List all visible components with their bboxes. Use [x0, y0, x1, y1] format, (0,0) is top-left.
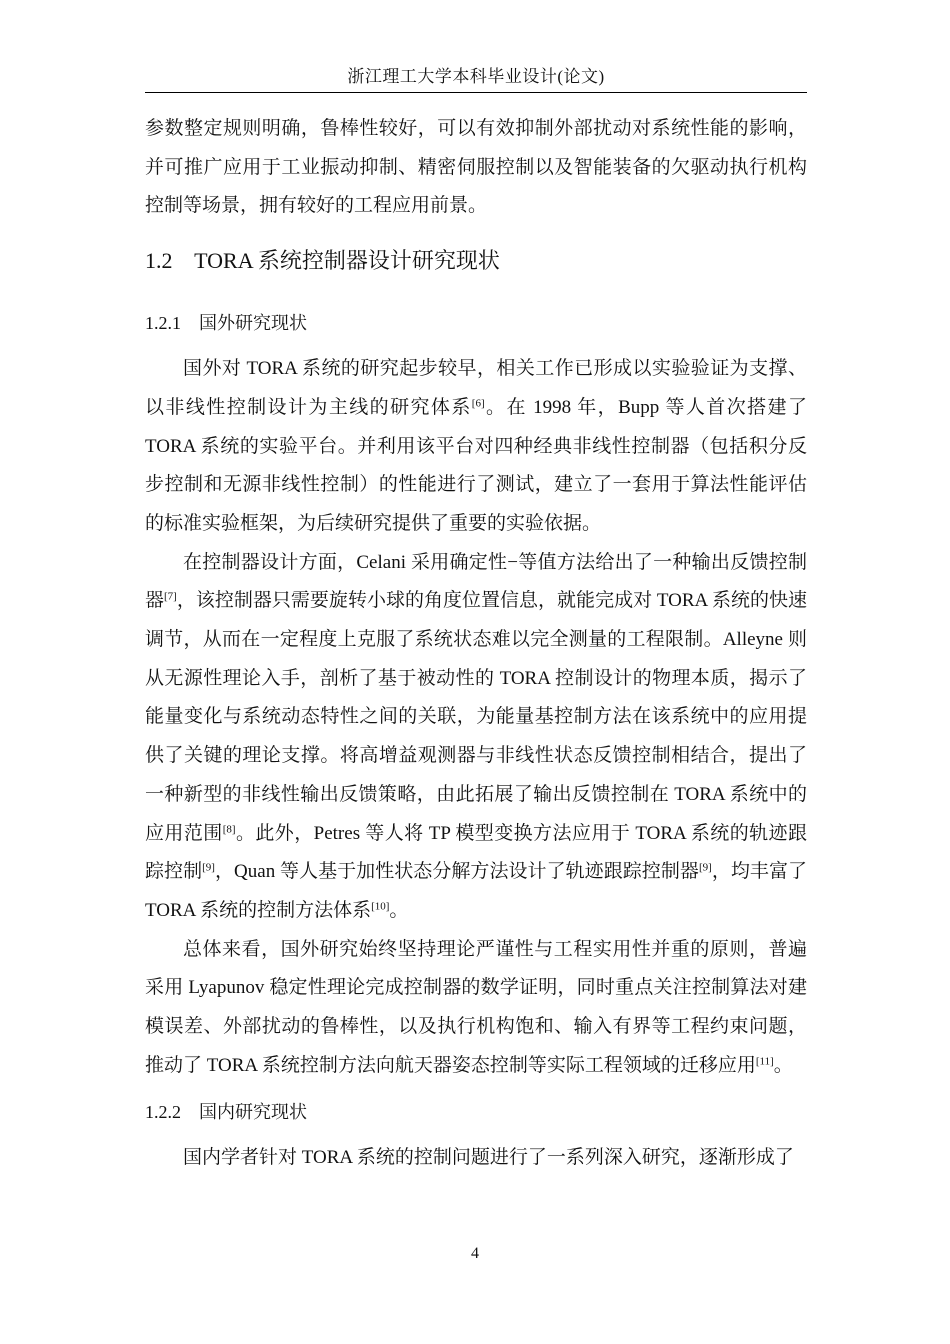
- text-run: 。: [773, 1054, 793, 1076]
- text-run: 总体来看，国外研究始终坚持理论严谨性与工程实用性并重的原则，普遍采用 Lyapunov 稳定性理论完成控制器的数学证明，同时重点关注控制算法对建模误差、外部扰动的鲁棒性，以及执行机构饱和、输入有界等工程约束问题，推动了 TORA 系统控制方法向航天器姿态控制等实际工程领域的迁移应用: [145, 938, 807, 1076]
- citation: [9]: [202, 861, 215, 874]
- text-run: ，该控制器只需要旋转小球的角度位置信息，就能完成对 TORA 系统的快速调节，从而在一定程度上克服了系统状态难以完全测量的工程限制。Alleyne 则从无源性理论入手，剖析了基于被动性的 TORA 控制设计的物理本质，揭示了能量变化与系统动态特性之间的关联，为能量基控制方法在该系统中的应用提供了关键的理论支撑。将高增益观测器与非线性状态反馈控制相结合，提出了一种新型的非线性输出反馈策略，由此拓展了输出反馈控制在 TORA 系统中的应用范围: [145, 590, 807, 844]
- text-run: ，Quan 等人基于加性状态分解方法设计了轨迹跟踪控制器: [214, 861, 699, 883]
- section-title: TORA 系统控制器设计研究现状: [194, 248, 500, 274]
- paragraph-domestic-1: 国内学者针对 TORA 系统的控制问题进行了一系列深入研究，逐渐形成了: [183, 1147, 794, 1169]
- subsection-number: 1.2.1: [145, 313, 181, 334]
- subsection-heading-domestic: [145, 1085, 807, 1139]
- citation: [7]: [164, 590, 177, 603]
- paragraph-foreign-2: [145, 544, 807, 931]
- citation: [11]: [755, 1055, 774, 1068]
- subsection-title: 国外研究现状: [199, 313, 307, 334]
- citation: [10]: [371, 900, 390, 913]
- paragraph-continued: 参数整定规则明确，鲁棒性较好，可以有效抑制外部扰动对系统性能的影响，并可推广应用于工业振动抑制、精密伺服控制以及智能装备的欠驱动执行机构控制等场景，拥有较好的工程应用前景。: [145, 118, 807, 217]
- text-run: 。在 1998 年，Bupp 等人首次搭建了 TORA 系统的实验平台。并利用该平台对四种经典非线性控制器（包括积分反步控制和无源非线性控制）的性能进行了测试，建立了一套用于算法性能评估的标准实验框架，为后续研究提供了重要的实验依据。: [145, 396, 807, 534]
- page-number: 4: [471, 1245, 479, 1262]
- subsection-heading-foreign: [145, 296, 807, 350]
- subsection-number: 1.2.2: [145, 1102, 181, 1123]
- paragraph-foreign-3: [145, 931, 807, 1086]
- text-run: 在控制器设计方面，Celani 采用确定性−等值方法给出了一种输出反馈控制器: [145, 551, 807, 612]
- citation: [8]: [222, 822, 236, 835]
- text-run: ，均丰富了 TORA 系统的控制方法体系: [145, 861, 807, 921]
- header-rule: [145, 92, 807, 93]
- section-number: 1.2: [145, 248, 173, 274]
- page-body: [145, 110, 807, 1178]
- paragraph-foreign-1: [145, 350, 807, 544]
- text-run: 。此外，Petres 等人将 TP 模型变换方法应用于 TORA 系统的轨迹跟踪控制: [145, 822, 807, 883]
- section-heading: [145, 226, 807, 296]
- text-run: 国外对 TORA 系统的研究起步较早，相关工作已形成以实验验证为支撑、以非线性控制设计为主线的研究体系: [145, 358, 807, 418]
- text-run: 。: [389, 899, 409, 921]
- citation: [6]: [471, 397, 485, 410]
- subsection-title: 国内研究现状: [199, 1102, 307, 1123]
- citation: [9]: [698, 861, 712, 874]
- running-header: 浙江理工大学本科毕业设计(论文): [347, 67, 605, 86]
